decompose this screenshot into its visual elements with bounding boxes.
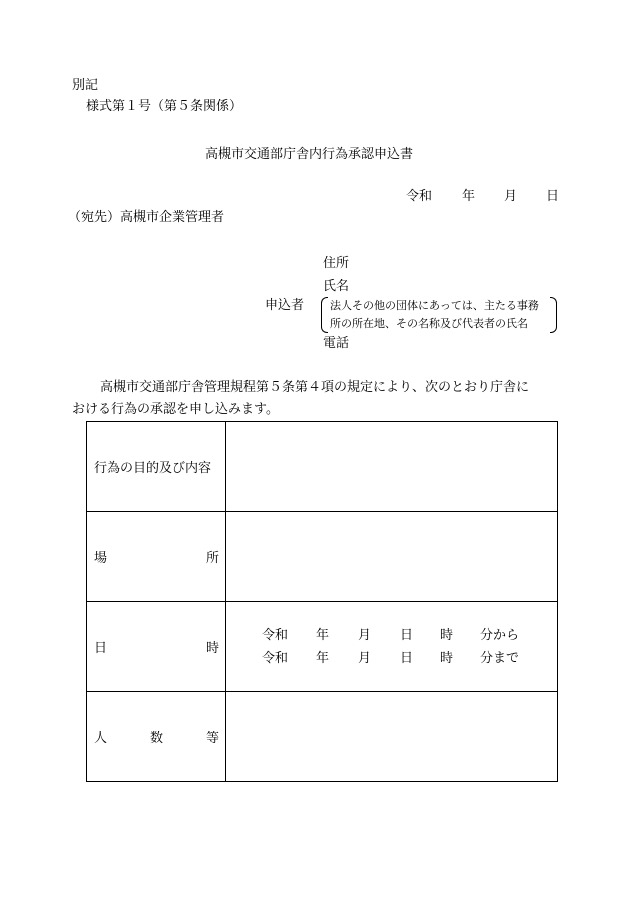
place-field[interactable]: [226, 512, 558, 602]
application-table: [86, 421, 558, 782]
table-row: [87, 602, 558, 692]
body-text-line1: 高槻市交通部庁舎管理規程第５条第４項の規定により、次のとおり庁舎に: [100, 380, 530, 395]
phone-label: 電話: [323, 336, 350, 351]
appendix-label: 別記: [72, 78, 99, 93]
purpose-label: 行為の目的及び内容: [94, 461, 212, 476]
headcount-label: 人 数 等: [94, 731, 219, 746]
table-row: [87, 422, 558, 512]
date-day: 日: [546, 189, 560, 204]
applicant-note-line1: 法人その他の団体にあっては、主たる事務: [330, 299, 539, 312]
address-label: 住所: [323, 256, 350, 271]
datetime-from-row: 令和 年 月 日 時 分から: [262, 627, 520, 643]
place-label: 場 所: [94, 551, 219, 566]
date-era: 令和: [406, 189, 433, 204]
note-brace-left: [321, 297, 328, 333]
applicant-role: 申込者: [265, 298, 305, 313]
purpose-field[interactable]: [226, 422, 558, 512]
addressee: （宛先）高槻市企業管理者: [68, 210, 225, 225]
headcount-field[interactable]: [226, 692, 558, 782]
place-label-cell: [87, 512, 226, 602]
applicant-note-line2: 所の所在地、その名称及び代表者の氏名: [330, 317, 528, 330]
document-title: 高槻市交通部庁舎内行為承認申込書: [205, 147, 414, 162]
body-text-line2: おける行為の承認を申し込みます。: [72, 402, 279, 417]
datetime-label-cell: [87, 602, 226, 692]
datetime-label: 日 時: [94, 641, 219, 656]
date-month: 月: [504, 189, 518, 204]
table-row: [87, 692, 558, 782]
datetime-to-row: 令和 年 月 日 時 分まで: [262, 650, 520, 666]
purpose-label-cell: [87, 422, 226, 512]
date-year: 年: [462, 189, 476, 204]
form-number: 様式第１号（第５条関係）: [86, 99, 243, 114]
note-brace-right: [550, 297, 557, 333]
table-row: [87, 512, 558, 602]
name-label: 氏名: [323, 279, 350, 294]
datetime-field[interactable]: [226, 602, 558, 692]
headcount-label-cell: [87, 692, 226, 782]
